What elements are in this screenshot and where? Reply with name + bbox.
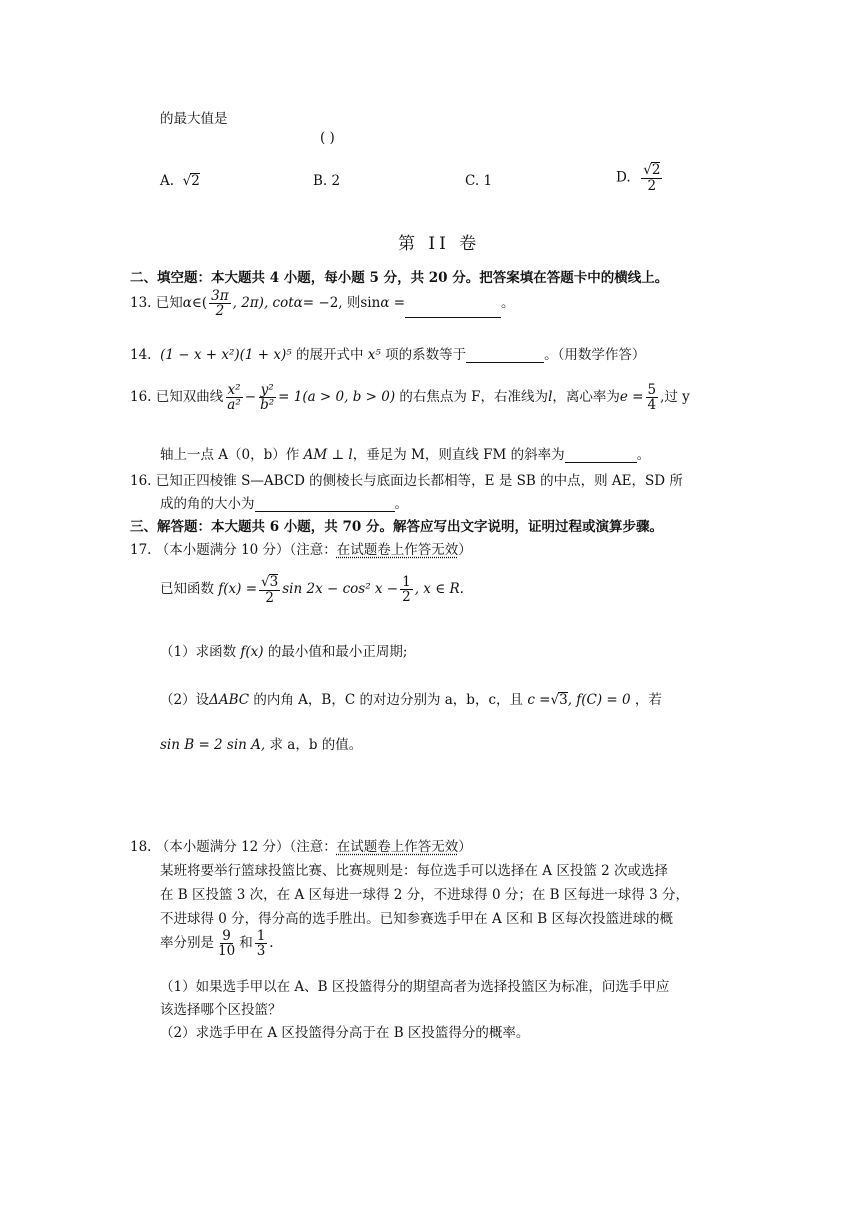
fill-in-header: 二、填空题：本大题共 4 小题，每小题 5 分，共 20 分。把答案填在答题卡中的横线上。 bbox=[130, 270, 669, 286]
q12-option-b: B. 2 bbox=[313, 173, 341, 189]
section-title: 第 II 卷 bbox=[398, 234, 481, 254]
q16-answer-blank[interactable] bbox=[255, 497, 395, 512]
q15-line1: 16. 已知双曲线 $\frac{\text{x²}}{\text{a²}}$ − $\frac{\text{y²}}{\text{b²}}$ = 1(a > 0, b > 0) 的右焦点为 F，右准线为l，离心率为e = $\frac{5}{4}$ ,过 y bbox=[130, 382, 690, 414]
q18-line2: 在 B 区投篮 3 次，在 A 区每进一球得 2 分，不进球得 0 分；在 B 区每进一球得 3 分， bbox=[160, 887, 690, 903]
q13-answer-blank[interactable] bbox=[405, 303, 501, 318]
q18-line4: 率分别是 $\frac{9}{10}$ 和 $\frac{1}{3}$ . bbox=[160, 928, 274, 960]
q17-part1: （1）求函数 f(x) 的最小值和最小正周期; bbox=[160, 644, 408, 660]
q18-part1-line1: （1）如果选手甲以在 A、B 区投篮得分的期望高者为选择投篮区为标准，问选手甲应 bbox=[160, 979, 670, 995]
q17-header: 17. （本小题满分 10 分）（注意：在试题卷上作答无效） bbox=[130, 542, 472, 558]
q16-line1: 16. 已知正四棱锥 S—ABCD 的侧棱长与底面边长都相等，E 是 SB 的中点，则 AE，SD 所 bbox=[130, 473, 683, 489]
q18-line3: 不进球得 0 分，得分高的选手胜出。已知参赛选手甲在 A 区和 B 区每次投篮进球的概 bbox=[160, 911, 674, 927]
q17-part2-line2: sin B = 2 sin A, 求 a，b 的值。 bbox=[160, 737, 363, 753]
q18-line1: 某班将要举行篮球投篮比赛、比赛规则是：每位选手可以选择在 A 区投篮 2 次或选择 bbox=[160, 863, 669, 879]
q17-function: 已知函数 f(x) = $\frac{√3}{2}$ sin 2x − cos² x − $\frac{1}{2}$ , x ∈ R. bbox=[160, 573, 464, 606]
q12-option-a: A. √2 bbox=[160, 173, 200, 189]
q14-answer-blank[interactable] bbox=[466, 348, 544, 363]
q12-option-c: C. 1 bbox=[465, 173, 493, 189]
q12-answer-paren: ( ) bbox=[320, 130, 335, 146]
q12-option-d: D. $\frac{√2}{2}$ bbox=[616, 162, 661, 194]
q17-part2: （2）设ΔABC 的内角 A，B，C 的对边分别为 a，b，c，且 c =√3, f(C) = 0 ，若 bbox=[160, 692, 662, 708]
q16-line2: 成的角的大小为 。 bbox=[160, 496, 408, 512]
q13: 13. 已知α∈( $\frac{3\pi}{2}$ , 2π), cotα= −2, 则sinα = 。 bbox=[130, 288, 515, 320]
q12-tail: 的最大值是 bbox=[160, 111, 228, 127]
solution-header: 三、解答题：本大题共 6 小题，共 70 分。解答应写出文字说明，证明过程或演算步骤。 bbox=[130, 519, 663, 535]
q15-answer-blank[interactable] bbox=[565, 448, 637, 463]
q18-header: 18. （本小题满分 12 分）（注意：在试题卷上作答无效） bbox=[130, 839, 472, 855]
q14: 14. (1 − x + x²)(1 + x)⁵ 的展开式中 x⁵ 项的系数等于 。（用数学作答） bbox=[130, 347, 646, 363]
q18-part1-line2: 该选择哪个区投篮？ bbox=[160, 1002, 282, 1018]
q18-part2: （2）求选手甲在 A 区投篮得分高于在 B 区投篮得分的概率。 bbox=[160, 1025, 530, 1041]
q15-line2: 轴上一点 A（0，b）作 AM ⊥ l，垂足为 M，则直线 FM 的斜率为 。 bbox=[160, 447, 651, 463]
